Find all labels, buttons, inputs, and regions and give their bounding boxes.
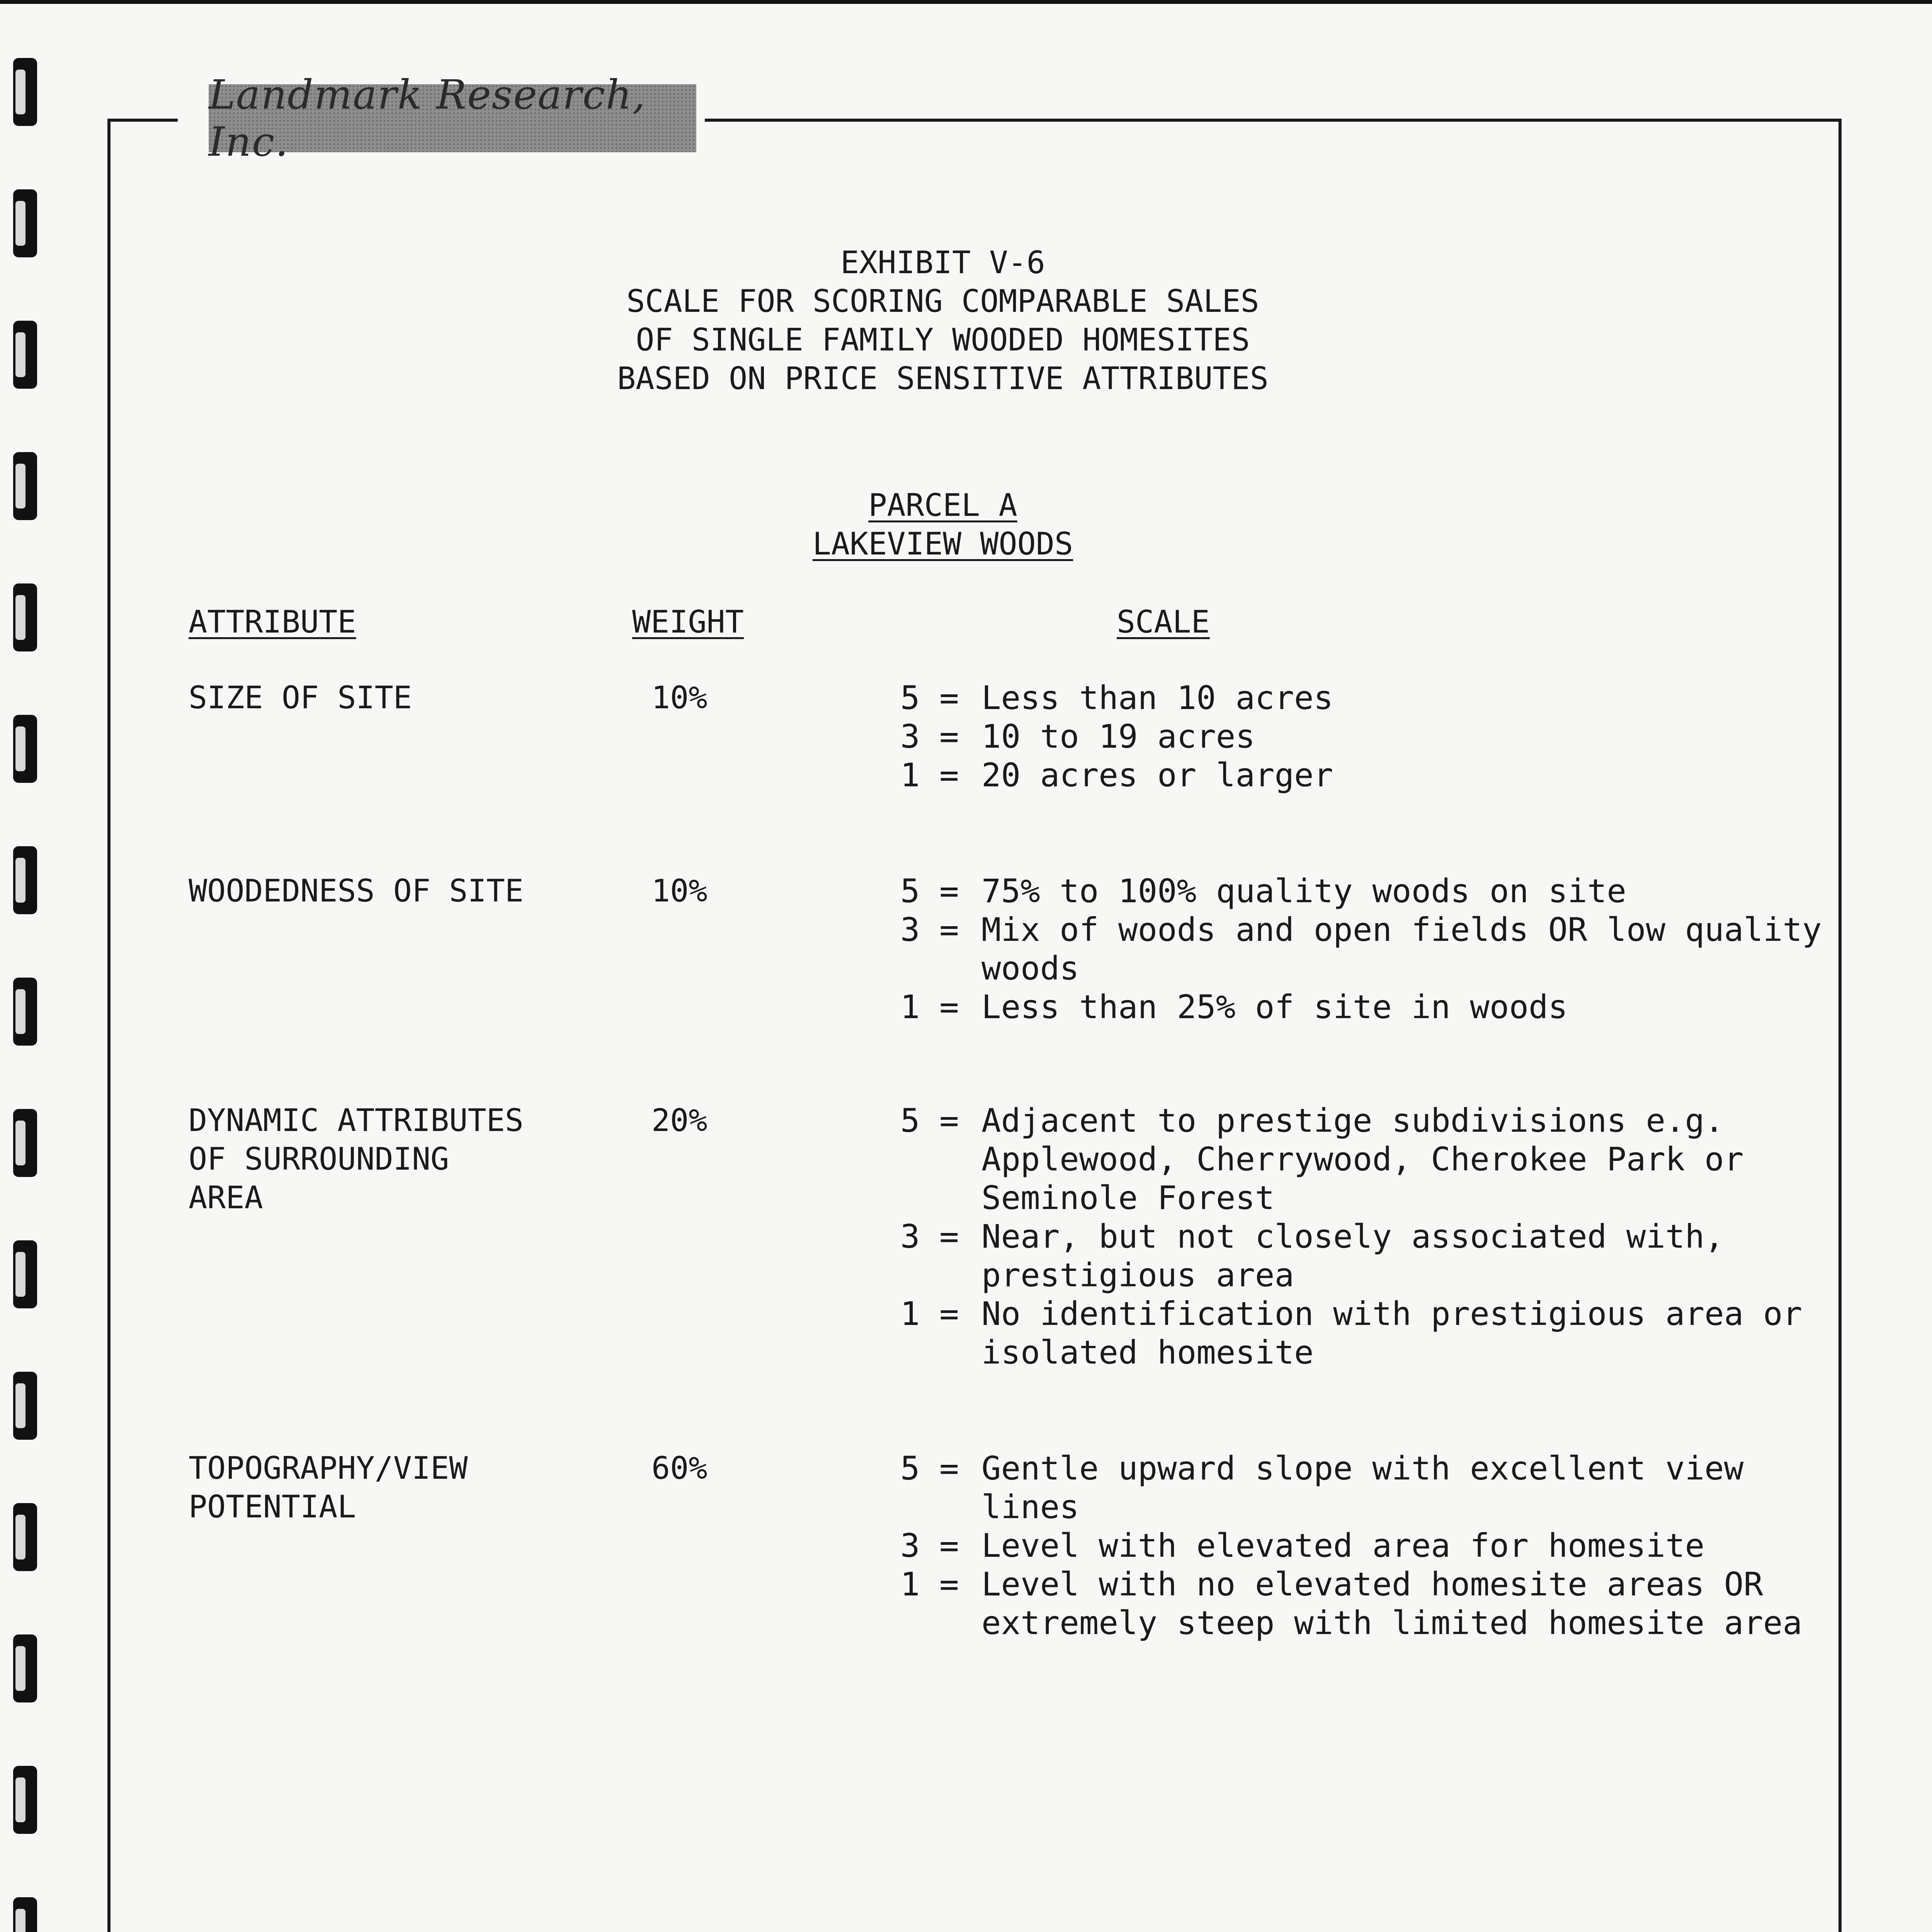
- title-line: EXHIBIT V-6: [840, 245, 1045, 281]
- scale-score: 5 =: [900, 679, 959, 717]
- scale-item: [900, 988, 1828, 1026]
- scale-item: [900, 1294, 1828, 1372]
- scale-item: [900, 1565, 1828, 1642]
- scale-cell: [900, 872, 1828, 1026]
- attribute-cell: SIZE OF SITE: [189, 680, 412, 716]
- title-line: OF SINGLE FAMILY WOODED HOMESITES: [636, 322, 1250, 358]
- scale-item: [900, 1101, 1828, 1217]
- scale-item: [900, 717, 1828, 756]
- attribute-cell: DYNAMIC ATTRIBUTES OF SURROUNDING AREA: [189, 1102, 524, 1216]
- scale-item: [900, 910, 1828, 988]
- binder-hole: [13, 58, 37, 126]
- binder-hole: [13, 1897, 37, 1932]
- binder-hole: [13, 1372, 37, 1440]
- binder-hole: [13, 715, 37, 783]
- scale-item: [900, 756, 1828, 794]
- scale-score: 5 =: [900, 1449, 959, 1487]
- scale-text: Level with elevated area for homesite: [981, 1527, 1705, 1565]
- scale-text: 20 acres or larger: [981, 756, 1333, 794]
- binder-hole: [13, 189, 37, 257]
- scale-text: 75% to 100% quality woods on site: [981, 872, 1626, 910]
- scale-item: [900, 1449, 1828, 1526]
- header-weight: WEIGHT: [632, 604, 744, 640]
- scale-text: Less than 10 acres: [981, 679, 1333, 717]
- scale-text: Gentle upward slope with excellent view lines: [981, 1449, 1744, 1526]
- binder-hole: [13, 583, 37, 651]
- weight-cell: 20%: [651, 1102, 707, 1138]
- header-attribute: ATTRIBUTE: [189, 604, 356, 640]
- scale-score: 5 =: [900, 1102, 959, 1139]
- binder-hole: [13, 452, 37, 520]
- binder-hole: [13, 1503, 37, 1571]
- weight-cell: 10%: [651, 873, 707, 909]
- binder-hole: [13, 1634, 37, 1702]
- header-scale: SCALE: [1117, 604, 1210, 640]
- scale-item: [900, 1217, 1828, 1294]
- binder-hole: [13, 846, 37, 914]
- binder-hole: [13, 1109, 37, 1177]
- binder-hole: [13, 978, 37, 1046]
- logo-text: Landmark Research, Inc.: [209, 71, 646, 165]
- attribute-cell: TOPOGRAPHY/VIEW POTENTIAL: [189, 1450, 468, 1525]
- top-border: [0, 0, 1932, 4]
- scale-score: 3 =: [900, 718, 959, 755]
- scale-item: [900, 679, 1828, 717]
- exhibit-title: [541, 243, 1345, 398]
- scale-text: Adjacent to prestige subdivisions e.g. Applewood, Cherrywood, Cherokee Park or Seminole Forest: [981, 1102, 1744, 1217]
- parcel-heading: [719, 486, 1167, 563]
- scale-score: 3 =: [900, 1218, 959, 1255]
- scale-cell: [900, 1101, 1828, 1372]
- scale-item: [900, 1526, 1828, 1565]
- scale-score: 3 =: [900, 1527, 959, 1565]
- binder-holes: [13, 0, 44, 1932]
- weight-cell: 60%: [651, 1450, 707, 1486]
- scale-cell: [900, 1449, 1828, 1642]
- weight-cell: 10%: [651, 680, 707, 716]
- scale-score: 1 =: [900, 1565, 959, 1603]
- frame-gap: [696, 112, 705, 128]
- scale-score: 1 =: [900, 756, 959, 794]
- binder-hole: [13, 1766, 37, 1834]
- binder-hole: [13, 321, 37, 389]
- frame-gap: [178, 112, 213, 128]
- binder-hole: [13, 1240, 37, 1308]
- scale-score: 5 =: [900, 872, 959, 910]
- scale-item: [900, 872, 1828, 910]
- scale-score: 1 =: [900, 1295, 959, 1333]
- attribute-cell: WOODEDNESS OF SITE: [189, 873, 524, 909]
- parcel-location: LAKEVIEW WOODS: [812, 526, 1073, 562]
- scale-score: 3 =: [900, 911, 959, 949]
- title-line: SCALE FOR SCORING COMPARABLE SALES: [626, 283, 1259, 319]
- scale-score: 1 =: [900, 988, 959, 1026]
- scale-text: No identification with prestigious area or isolated homesite: [981, 1295, 1803, 1371]
- scale-cell: [900, 679, 1828, 794]
- scale-text: 10 to 19 acres: [981, 718, 1255, 755]
- scale-text: Less than 25% of site in woods: [981, 988, 1568, 1026]
- scale-text: Mix of woods and open fields OR low quality woods: [981, 911, 1822, 987]
- parcel-name: PARCEL A: [868, 487, 1017, 523]
- scale-text: Level with no elevated homesite areas OR extremely steep with limited homesite area: [981, 1565, 1803, 1642]
- company-logo: [209, 71, 696, 165]
- title-line: BASED ON PRICE SENSITIVE ATTRIBUTES: [617, 361, 1269, 396]
- scale-text: Near, but not closely associated with, prestigious area: [981, 1218, 1724, 1294]
